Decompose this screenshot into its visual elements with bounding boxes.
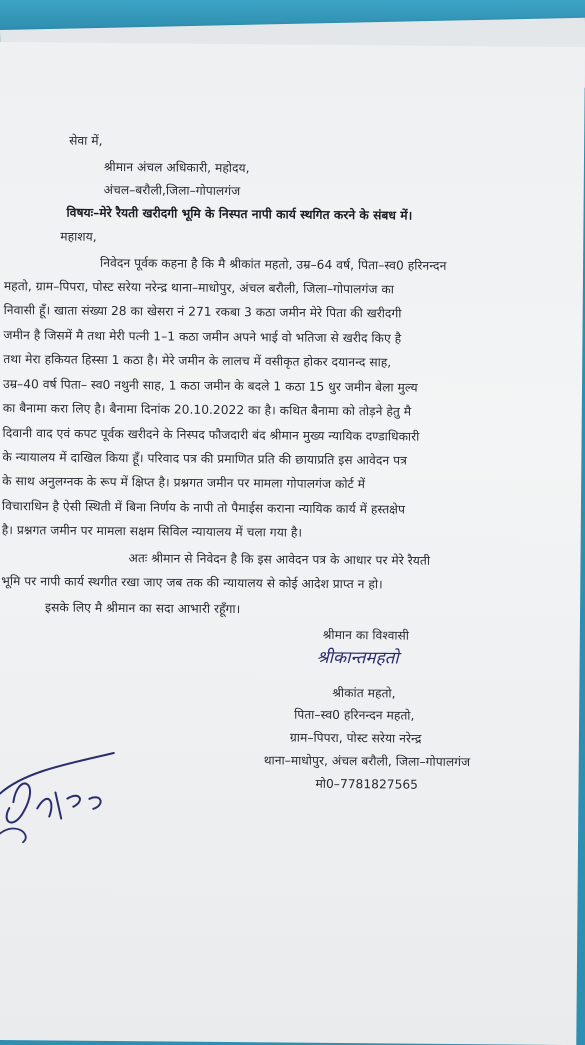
body-line: का बैनामा करा लिए है। बैनामा दिनांक 20.10.2022 का है। कथित बैनामा को तोड़ने हेतु मै xyxy=(2,401,412,419)
body-line: निवासी हूँ। खाता संख्या 28 का खेसरा नं 271 रकबा 3 कठा जमीन मेरे पिता की खरीदगी xyxy=(3,303,402,321)
greeting: महाशय, xyxy=(60,229,97,244)
sender-father: पिता–स्व0 हरिनन्दन महतो, xyxy=(294,707,415,723)
body-line: के न्यायालय में दाखिल किया हूँ। परिवाद पत्र की प्रमाणित प्रति की छायाप्रति इस आवेदन पत्र xyxy=(2,450,407,468)
margin-signature-scribble xyxy=(0,742,144,853)
request-line: अतः श्रीमान से निवेदन है कि इस आवेदन पत्र के आधार पर मेरे रैयती xyxy=(128,551,431,568)
body-line: है। प्रश्नगत जमीन पर मामला सक्षम सिविल न्यायालय में चला गया है। xyxy=(1,523,303,540)
recipient-address: अंचल–बरौली,जिला–गोपालगंज xyxy=(103,182,241,199)
body-line: के साथ अनुलग्नक के रूप में क्षिप्त है। प्रश्नगत जमीन पर मामला गोपालगंज कोर्ट में xyxy=(2,474,366,492)
body-line: महतो, ग्राम–पिपरा, पोस्ट सरेया नरेन्द्र थाना–माधोपुर, अंचल बरौली, जिला–गोपालगंज का xyxy=(3,279,395,297)
subject-line: विषयः–मेरे रैयती खरीदगी भूमि के निस्पत नापी कार्य स्थगित करने के संबध में। xyxy=(66,205,413,223)
thanks-line: इसके लिए मै श्रीमान का सदा आभारी रहूँगा। xyxy=(45,600,241,617)
recipient-title: श्रीमान अंचल अधिकारी, महोदय, xyxy=(103,159,250,176)
body-line: दिवानी वाद एवं कपट पूर्वक खरीदने के निस्पद फौजदारी बंद श्रीमान मुख्य न्यायिक दण्डाधिकारी xyxy=(2,426,420,444)
sender-name: श्रीकांत महतो, xyxy=(332,685,396,701)
body-line: निवेदन पूर्वक कहना है कि मै श्रीकांत महतो, उम्र–64 वर्ष, पिता–स्व0 हरिनन्दन xyxy=(100,255,447,273)
body-line: तथा मेरा हकियत हिस्सा 1 कठा है। मेरे जमीन के लालच में वसीकृत होकर दयानन्द साह, xyxy=(3,352,392,370)
sender-signature: श्रीकान्तमहतो xyxy=(316,647,399,669)
sender-district: थाना–माधोपुर, अंचल बरौली, जिला–गोपालगंज xyxy=(263,753,471,770)
closing-line: श्रीमान का विश्वासी xyxy=(322,627,410,643)
body-line: जमीन है जिसमें मै तथा मेरी पत्नी 1–1 कठा जमीन अपने भाई वो भतिजा से खरीद किए है xyxy=(3,328,402,346)
sender-mobile: मो0–7781827565 xyxy=(315,776,419,792)
body-line: विचाराधिन है ऐसी स्थिती में बिना निर्णय के नापी तो पैमाईस कराना न्यायिक कार्य में हस्तक्षेप xyxy=(1,499,406,517)
body-line: उम्र–40 वर्ष पिता– स्व0 नथुनी साह, 1 कठा जमीन के बदले 1 कठा 15 धुर जमीन बेला मुल्य xyxy=(2,377,418,395)
request-line: भूमि पर नापी कार्य स्थगीत रखा जाए जब तक की न्यायालय से कोई आदेश प्राप्त न हो। xyxy=(1,574,383,592)
sender-village: ग्राम–पिपरा, पोस्ट सरेया नरेन्द्र xyxy=(289,730,422,746)
letter-page xyxy=(0,42,585,1045)
salutation-to: सेवा में, xyxy=(69,133,103,148)
